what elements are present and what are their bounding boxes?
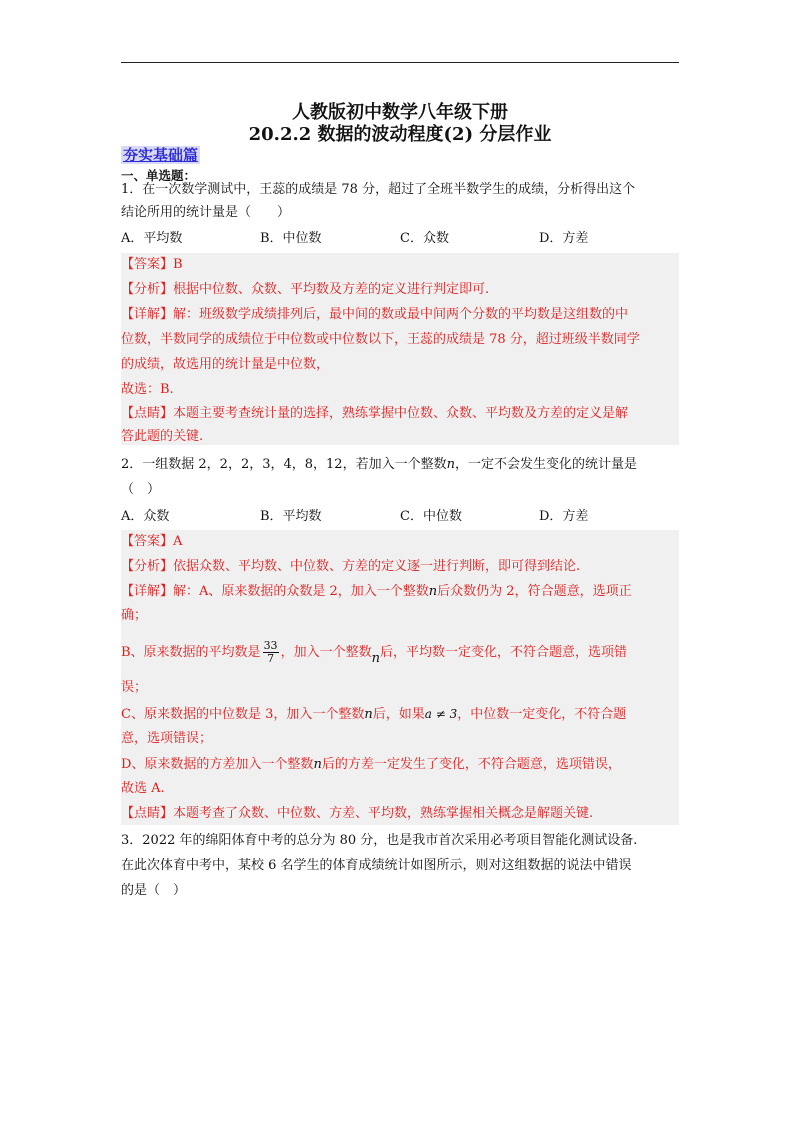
q2-detail-c-mid: 后，如果: [372, 707, 425, 722]
q2-detail-c-line2: 意，选项错误；: [121, 731, 213, 746]
q2-detail-a-post: 后众数仍为 2，符合题意，选项正: [437, 584, 632, 599]
q2-detail-a-variable: n: [428, 584, 438, 599]
q2-detail-a-pre: 【详解】解：A、原来数据的众数是 2，加入一个整数: [121, 584, 429, 599]
q2-detail-b-line2: 误；: [121, 680, 148, 695]
q2-stem-variable: n: [446, 457, 455, 472]
q2-detail-a: [121, 583, 632, 601]
q2-option-a: A．众数: [121, 509, 170, 524]
q1-comment-line2: 答此题的关键.: [121, 429, 204, 444]
q2-mean-fraction: [263, 640, 279, 665]
header-rule: [121, 62, 679, 63]
q3-stem-line1: 3．2022 年的绵阳体育中考的总分为 80 分，也是我市首次采用必考项目智能化测试设备.: [121, 833, 638, 848]
q2-detail-c-pre: C、原来数据的中位数是 3，加入一个整数: [121, 707, 365, 722]
q2-detail-b: [121, 633, 627, 673]
q1-detail-line1: 【详解】解：班级数学成绩排列后，最中间的数或最中间两个分数的平均数是这组数的中: [121, 307, 629, 322]
document-title: 人教版初中数学八年级下册: [292, 102, 508, 123]
q1-option-a: A．平均数: [121, 231, 183, 246]
q2-stem-post: ，一定不会发生变化的统计量是: [454, 457, 637, 472]
q2-stem-line2: （ ）: [121, 482, 161, 497]
q2-comment: 【点睛】本题考查了众数、中位数、方差、平均数，熟练掌握相关概念是解题关键.: [121, 806, 594, 821]
q2-detail-c-post: ，中位数一定变化，不符合题: [457, 707, 627, 722]
q2-option-c: C．中位数: [400, 509, 462, 524]
document-subtitle: 20.2.2 数据的波动程度(2) 分层作业: [248, 124, 552, 145]
section-heading: 一、单选题：: [121, 168, 197, 183]
q1-option-c: C．众数: [400, 231, 449, 246]
q1-stem-line2: 结论所用的统计量是（ ）: [121, 205, 291, 220]
q2-answer: 【答案】A: [121, 534, 183, 549]
q2-detail-c-expression: a ≠ 3: [424, 707, 458, 721]
q2-detail-d-line2: 故选 A.: [121, 781, 165, 796]
q1-detail-line2: 位数，半数同学的成绩位于中位数或中位数以下，王蕊的成绩是 78 分，超过班级半数同学: [121, 332, 640, 347]
q2-analysis: 【分析】依据众数、平均数、中位数、方差的定义逐一进行判断，即可得到结论.: [121, 559, 581, 574]
q2-detail-d-post: 后的方差一定发生了变化，不符合题意，选项错误，: [321, 757, 621, 772]
q3-stem-line3: 的是（ ）: [121, 883, 187, 898]
section-label: 夯实基础篇: [123, 146, 199, 164]
q3-stem-line2: 在此次体育中考中，某校 6 名学生的体育成绩统计如图所示，则对这组数据的说法中错误: [121, 858, 632, 873]
q1-answer: 【答案】B: [121, 257, 183, 272]
fraction-numerator: 33: [263, 639, 278, 652]
q2-detail-b-mid: ，加入一个整数: [280, 645, 372, 660]
q2-detail-a-line2: 确；: [121, 608, 148, 623]
q1-analysis: 【分析】根据中位数、众数、平均数及方差的定义进行判定即可.: [121, 282, 490, 297]
q2-detail-b-variable: n: [371, 651, 380, 666]
q2-detail-c: [121, 705, 626, 724]
q1-detail-line4: 故选：B.: [121, 382, 174, 397]
q2-option-d: D．方差: [539, 509, 589, 524]
q1-comment-line1: 【点睛】本题主要考查统计量的选择，熟练掌握中位数、众数、平均数及方差的定义是解: [121, 406, 629, 421]
q2-detail-d-variable: n: [313, 757, 322, 772]
q2-stem-line1: [121, 456, 637, 474]
q1-stem-line1: 1．在一次数学测试中，王蕊的成绩是 78 分，超过了全班半数学生的成绩，分析得出这个: [121, 182, 636, 197]
q1-detail-line3: 的成绩，故选用的统计量是中位数，: [121, 357, 330, 372]
q2-detail-d: [121, 756, 621, 774]
q2-detail-d-pre: D、原来数据的方差加入一个整数: [121, 757, 314, 772]
q2-detail-b-post: 后，平均数一定变化，不符合题意，选项错: [379, 645, 627, 660]
q1-option-b: B．中位数: [260, 231, 322, 246]
fraction-denominator: 7: [267, 652, 275, 665]
q2-stem-pre: 2．一组数据 2，2，2，3，4，8，12，若加入一个整数: [121, 457, 447, 472]
q2-option-b: B．平均数: [260, 509, 322, 524]
q2-detail-b-pre: B、原来数据的平均数是: [121, 645, 261, 660]
q1-option-d: D．方差: [539, 231, 589, 246]
q2-detail-c-variable: n: [364, 707, 373, 722]
